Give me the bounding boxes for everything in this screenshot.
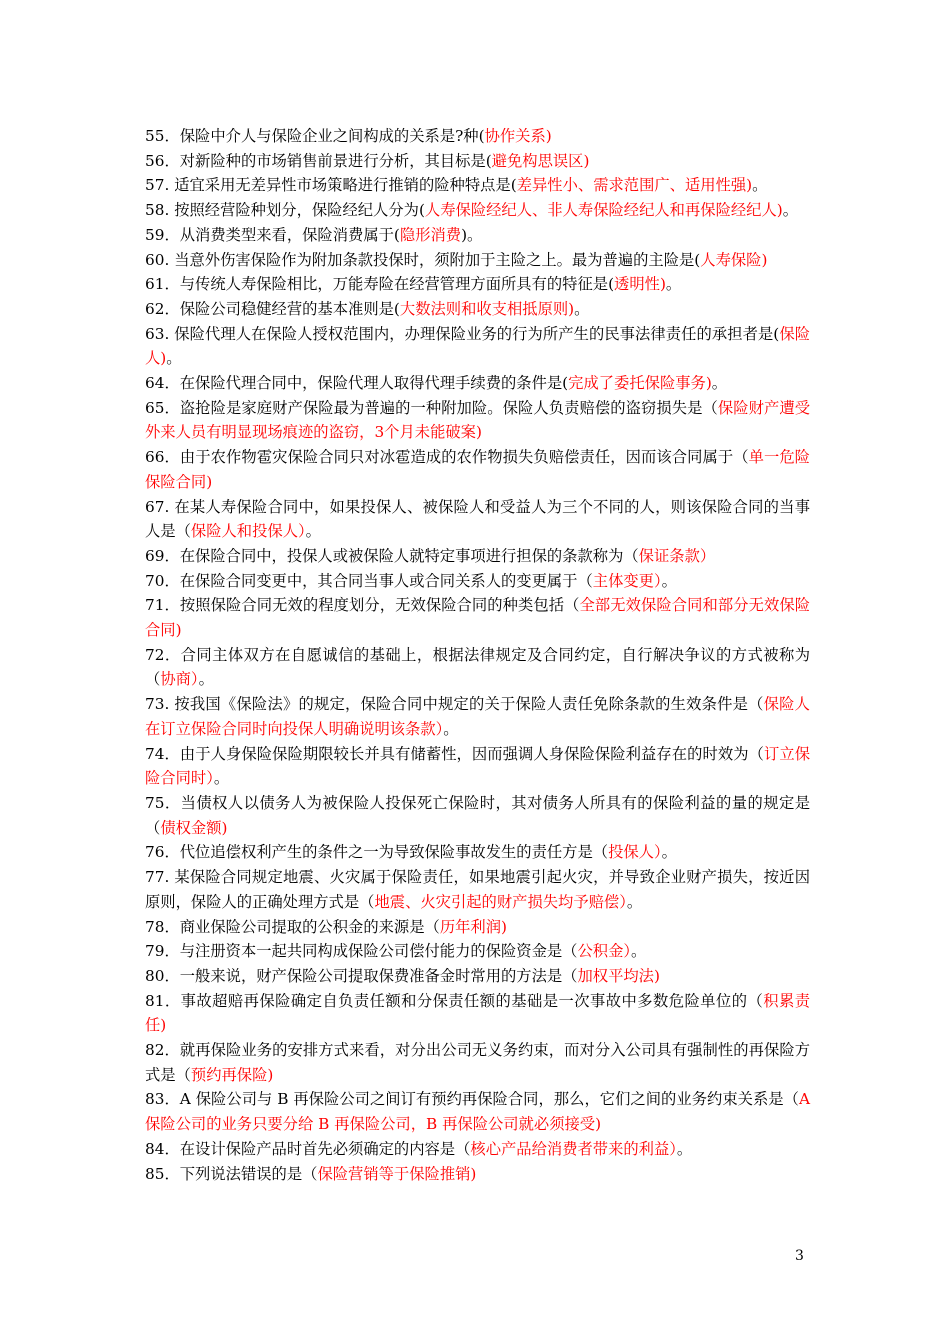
question-text: 82．就再保险业务的安排方式来看，对分出公司无义务约束，而对分入公司具有强制性的再保险方式是（ (145, 1041, 810, 1084)
question-text: 62．保险公司稳健经营的基本准则是( (145, 299, 400, 318)
question-tail: 。 (631, 942, 647, 961)
question-item (145, 371, 810, 396)
question-item (145, 322, 810, 371)
question-text: 77. 某保险合同规定地震、火灾属于保险责任，如果地震引起火灾，并导致企业财产损失，按近因原则，保险人的正确处理方式是（ (145, 868, 810, 911)
answer-text: 大数法则和收支相抵原则) (399, 299, 575, 318)
question-item (145, 692, 810, 741)
question-text: 73. 按我国《保险法》的规定，保险合同中规定的关于保险人责任免除条款的生效条件是（ (145, 695, 764, 714)
question-text: 81．事故超赔再保险确定自负责任额和分保责任额的基础是一次事故中多数危险单位的（ (145, 991, 764, 1010)
answer-text: 历年利润) (439, 917, 507, 936)
question-item (145, 1137, 810, 1162)
answer-text: 地震、火灾引起的财产损失均予赔偿） (374, 892, 627, 911)
question-item (145, 791, 810, 840)
question-text: 63. 保险代理人在保险人授权范围内，办理保险业务的行为所产生的民事法律责任的承担者是( (145, 324, 780, 343)
answer-text: 完成了委托保险事务) (568, 374, 712, 393)
question-item (145, 939, 810, 964)
question-text: 55．保险中介人与保险企业之间构成的关系是?种( (145, 127, 485, 145)
question-item (145, 544, 810, 569)
question-item (145, 297, 810, 322)
answer-text: 协作关系) (484, 127, 552, 145)
question-tail: 。 (661, 571, 677, 590)
question-text: 69．在保险合同中，投保人或被保险人就特定事项进行担保的条款称为（ (145, 546, 639, 565)
answer-text: 投保人） (608, 843, 662, 862)
question-item (145, 989, 810, 1038)
answer-text: 保险人和投保人） (190, 522, 306, 541)
question-text: 70．在保险合同变更中，其合同当事人或合同关系人的变更属于（ (145, 571, 593, 590)
question-text: 60. 当意外伤害保险作为附加条款投保时，须附加于主险之上。最为普遍的主险是( (145, 250, 701, 269)
answer-text: 主体变更） (592, 571, 662, 590)
answer-text: 保险人) (145, 324, 810, 368)
answer-text: 单一危险保险合同) (145, 448, 810, 491)
question-item (145, 865, 810, 914)
answer-text: 透明性) (614, 275, 666, 294)
question-text: 58. 按照经营险种划分，保险经纪人分为( (145, 201, 425, 220)
question-item (145, 173, 810, 198)
question-text: 75．当债权人以债务人为被保险人投保死亡保险时，其对债务人所具有的保险利益的量的规定是（ (145, 793, 810, 837)
question-text: 84．在设计保险产品时首先必须确定的内容是（ (145, 1139, 471, 1158)
answer-text: 避免构思误区) (491, 151, 590, 170)
question-tail: 。 (752, 176, 768, 195)
question-text: 83．A 保险公司与 B 再保险公司之间订有预约再保险合同，那么，它们之间的业务约束关系是（ (145, 1090, 799, 1109)
question-tail: )。 (461, 225, 483, 244)
answer-text: 预约再保险) (190, 1065, 274, 1084)
question-tail: 。 (665, 275, 682, 294)
answer-text: 全部无效保险合同和部分无效保险合同) (145, 596, 810, 640)
question-item (145, 396, 810, 445)
question-list (145, 124, 810, 1186)
answer-text: 保险人在订立保险合同时向投保人明确说明该条款） (145, 695, 810, 738)
question-text: 76．代位追偿权利产生的条件之一为导致保险事故发生的责任方是（ (145, 843, 609, 862)
question-item (145, 915, 810, 940)
question-item (145, 643, 810, 692)
question-text: 57. 适宜采用无差异性市场策略进行推销的险种特点是( (145, 176, 517, 195)
answer-text: 保证条款） (638, 546, 716, 565)
question-text: 79．与注册资本一起共同构成保险公司偿付能力的保险资金是（ (145, 942, 578, 961)
answer-text: 差异性小、需求范围广、适用性强) (516, 176, 753, 195)
question-item (145, 272, 810, 297)
question-item (145, 964, 810, 989)
question-text: 67. 在某人寿保险合同中，如果投保人、被保险人和受益人为三个不同的人，则该保险合同的当事人是（ (145, 497, 810, 541)
answer-text: 保险财产遭受外来人员有明显现场痕迹的盗窃，3个月未能破案) (145, 398, 810, 442)
question-tail: 。 (574, 299, 590, 318)
question-text: 72．合同主体双方在自愿诚信的基础上，根据法律规定及合同约定，自行解决争议的方式被称为（ (145, 645, 810, 689)
question-item (145, 840, 810, 865)
question-text: 61．与传统人寿保险相比，万能寿险在经营管理方面所具有的特征是( (145, 275, 615, 294)
question-text: 66．由于农作物雹灾保险合同只对冰雹造成的农作物损失负赔偿责任，因而该合同属于（ (145, 448, 749, 467)
question-text: 65．盗抢险是家庭财产保险最为普遍的一种附加险。保险人负责赔偿的盗窃损失是（ (145, 398, 718, 417)
question-text: 78．商业保险公司提取的公积金的来源是（ (145, 917, 440, 936)
question-item (145, 593, 810, 642)
question-tail: 。 (626, 892, 643, 911)
question-item (145, 495, 810, 544)
question-tail: 。 (166, 349, 182, 368)
question-text: 85．下列说法错误的是（ (145, 1164, 318, 1183)
question-text: 71．按照保险合同无效的程度划分，无效保险合同的种类包括（ (145, 596, 580, 615)
answer-text: A 保险公司的业务只要分给 B 再保险公司，B 再保险公司就必须接受) (145, 1090, 810, 1134)
question-text: 59．从消费类型来看，保险消费属于( (145, 225, 400, 244)
answer-text: 核心产品给消费者带来的利益） (470, 1139, 677, 1158)
question-item (145, 223, 810, 248)
question-text: 74．由于人身保险保险期限较长并具有储蓄性，因而强调人身保险保险利益存在的时效为（ (145, 744, 764, 763)
question-item (145, 1038, 810, 1087)
question-text: 64．在保险代理合同中，保险代理人取得代理手续费的条件是( (145, 374, 569, 393)
question-item (145, 1162, 810, 1187)
answer-text: 人寿保险) (700, 250, 768, 269)
question-tail: 。 (782, 201, 799, 220)
question-text: 56．对新险种的市场销售前景进行分析，其目标是( (145, 151, 492, 170)
question-tail: 。 (711, 374, 728, 393)
question-tail: 。 (198, 670, 214, 689)
answer-text: 保险营销等于保险推销) (317, 1164, 477, 1183)
page-number: 3 (795, 1248, 804, 1264)
question-item (145, 1087, 810, 1136)
question-tail: 。 (661, 843, 677, 862)
question-item (145, 445, 810, 494)
answer-text: 隐形消费 (399, 225, 462, 244)
question-item (145, 742, 810, 791)
question-text: 80．一般来说，财产保险公司提取保费准备金时常用的方法是（ (145, 966, 578, 985)
answer-text: 订立保险合同时） (145, 744, 810, 788)
answer-text: 加权平均法) (577, 966, 660, 985)
question-tail: 。 (213, 769, 230, 788)
answer-text: 公积金） (577, 942, 632, 961)
question-tail: 。 (305, 522, 321, 541)
question-tail: 。 (443, 719, 459, 738)
answer-text: 人寿保险经纪人、非人寿保险经纪人和再保险经纪人) (424, 201, 783, 220)
question-item (145, 149, 810, 174)
question-item (145, 124, 810, 149)
answer-text: 协商） (160, 670, 199, 689)
question-item (145, 248, 810, 273)
question-item (145, 569, 810, 594)
question-tail: 。 (676, 1139, 693, 1158)
answer-text: 积累责任) (145, 991, 810, 1035)
answer-text: 债权金额) (160, 818, 228, 837)
question-item (145, 198, 810, 223)
